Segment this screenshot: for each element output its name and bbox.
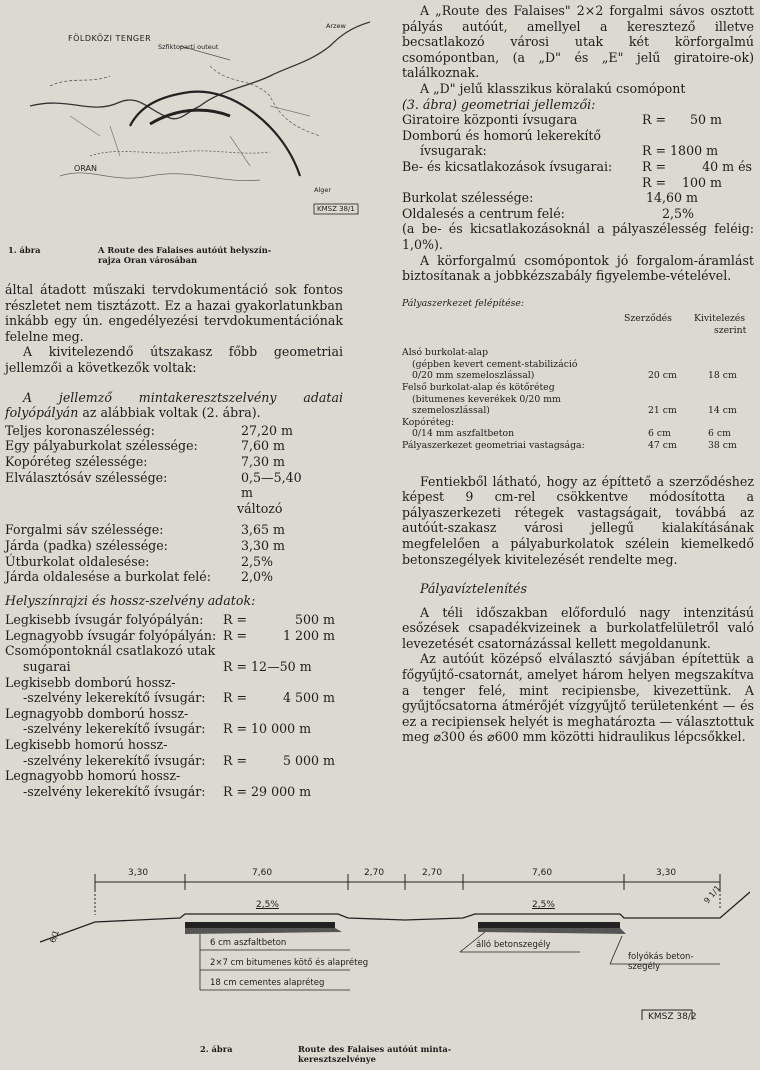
- geo-label: -szelvény lekerekítő ívsugár:: [23, 752, 206, 768]
- right-para2b: (3. ábra) geometriai jellemzői:: [402, 96, 596, 112]
- right-para5: Fentiekből látható, hogy az építtető a szerződéshez képest 9 cm-rel csökkentve módosította a pályaszerkezeti rétegek vastagságait, továbbá az autóút-szakasz városi jellegű kialakításának megfelelően a pályaburkolatok szélein kiemelkedő betonszegélyek kivitelezését rendelte meg.: [402, 473, 754, 567]
- right-para3: (a be- és kicsatlakozásoknál a pályaszélesség feléig: 1,0%).: [402, 221, 754, 252]
- geo-row: [5, 690, 335, 706]
- geo-r: R =: [223, 690, 248, 706]
- layer-2: 2×7 cm bitumenes kötő és alapréteg: [210, 958, 369, 968]
- table-row: [402, 382, 754, 394]
- right-para1: A „Route des Falaises" 2×2 forgalmi sávos osztott pályás autóút, amellyel a keresztező illetve becsatlakozó városi utak két körforgalmú csomópontban, (a „D" és „E" jelű giratoire-ok) találkoznak.: [402, 3, 754, 81]
- spec-row: [5, 470, 305, 501]
- spec-row: [5, 538, 305, 554]
- row-contract: 21 cm: [648, 405, 677, 417]
- dim-5: 7,60: [532, 868, 553, 878]
- geo-r: R = 12—50 m: [223, 659, 312, 675]
- geo-label: Legnagyobb ívsugár folyópályán:: [5, 627, 217, 643]
- spec-label: Járda (padka) szélessége:: [5, 537, 168, 553]
- geom-row: [402, 143, 722, 159]
- geo-value-group: [223, 690, 335, 706]
- side-slope-right: 9 1/1: [702, 883, 723, 906]
- right-column: [402, 3, 754, 745]
- geo-value-group: [223, 612, 335, 628]
- dim-2: 7,60: [252, 868, 273, 878]
- geo-r: R =: [223, 627, 248, 643]
- geom-row: [402, 206, 722, 222]
- geo-label: Legkisebb ívsugár folyópályán:: [5, 612, 204, 628]
- geom-r: R =: [642, 158, 667, 174]
- layer-3: 18 cm cementes alapréteg: [210, 978, 325, 988]
- geom-r: R =: [642, 112, 667, 128]
- left-section2: Helyszínrajzi és hossz-szelvény adatok:: [5, 592, 256, 608]
- figure2-caption: Route des Falaises autóút minta-keresztszelvénye: [298, 1044, 452, 1064]
- spec-label: Járda oldalesése a burkolat felé:: [5, 569, 212, 585]
- geom-row: [402, 190, 722, 206]
- map-label-sea: FÖLDKÖZI TENGER: [68, 34, 152, 43]
- side-slope-left: 6/1: [48, 928, 61, 945]
- cross-section-drawing: [20, 860, 750, 1020]
- table-row: [402, 359, 754, 371]
- figure1-caption: A Route des Falaises autóút helyszín-rajza Oran városában: [98, 245, 272, 265]
- right-para2a: A „D" jelű klasszikus köralakú csomópont: [420, 80, 686, 96]
- row-contract: 20 cm: [648, 370, 677, 382]
- geo-r: R = 29 000 m: [223, 783, 312, 799]
- table-header: [402, 313, 754, 339]
- spec-variable: változó: [237, 500, 283, 516]
- geo-row: Legnagyobb homorú hossz-: [5, 768, 181, 784]
- spec-label: Teljes koronaszélesség:: [5, 422, 155, 438]
- geom-value: 14,60 m: [646, 190, 698, 206]
- geom-row: [402, 112, 722, 128]
- right-para6: A téli időszakban előforduló nagy intenzitású esőzések csapadékvizeinek a burkolatfelületről való levezetését csatornázással kellett megoldanunk.: [402, 604, 754, 651]
- geo-value: 500 m: [295, 612, 335, 628]
- map-code: KMSZ 38/1: [317, 205, 355, 213]
- row-contract: 47 cm: [648, 439, 677, 451]
- roundabout-geometry: [402, 112, 752, 221]
- row-label: (gépben kevert cement-stabilizáció: [412, 358, 578, 370]
- figure1-number: 1. ábra: [8, 245, 41, 255]
- geom-value-group: [642, 159, 752, 175]
- geom-value-group: [642, 175, 722, 191]
- spec-row: [5, 569, 305, 585]
- map-label-road: Szfiktoparti outeut: [158, 43, 219, 51]
- spec-label: Egy pályaburkolat szélessége:: [5, 438, 198, 454]
- section1-italic: A jellemző mintakeresztszelvény adatai folyópályán: [5, 389, 343, 421]
- geo-row: [5, 784, 335, 800]
- geom-label: Be- és kicsatlakozások ívsugarai:: [402, 158, 613, 174]
- table-row: [402, 347, 754, 359]
- label-standing-curb: álló betonszegély: [476, 940, 551, 950]
- location-map: [30, 6, 370, 218]
- geo-row: Legnagyobb domború hossz-: [5, 705, 189, 721]
- table-row: [402, 405, 754, 417]
- spec-row: [5, 423, 305, 439]
- dim-3: 2,70: [364, 868, 385, 878]
- row-execution: 18 cm: [708, 370, 737, 382]
- geo-value-group: [223, 753, 335, 769]
- spec-row: [5, 454, 305, 470]
- geom-row: [402, 158, 752, 175]
- spec-label: Forgalmi sáv szélessége:: [5, 522, 164, 538]
- spec-value: 3,65 m: [241, 522, 285, 538]
- geom-value: 40 m és: [702, 158, 752, 174]
- spec-label: Útburkolat oldalesése:: [5, 553, 150, 569]
- left-section1: [5, 390, 343, 421]
- row-label: Kopóréteg:: [402, 416, 455, 428]
- left-column: [5, 282, 343, 799]
- layer-1: 6 cm aszfaltbeton: [210, 938, 287, 948]
- map-label-arzew: Arzew: [326, 22, 346, 30]
- geo-list: [5, 612, 335, 799]
- geom-row: [402, 175, 722, 191]
- geom-label: ívsugarak:: [420, 143, 487, 159]
- spec-value: 3,30 m: [241, 537, 285, 553]
- geo-row: [5, 659, 335, 675]
- spec-value: 0,5—5,40 m: [241, 469, 302, 501]
- row-label: 0/20 mm szemeloszlással): [412, 370, 535, 382]
- right-section3: Pályavíztelenítés: [420, 581, 527, 597]
- row-execution: 6 cm: [708, 428, 731, 440]
- col-contract: Szerződés: [624, 313, 672, 325]
- geo-value: 5 000 m: [283, 752, 335, 768]
- spec-row: [5, 522, 305, 538]
- geo-label: sugarai: [23, 659, 71, 675]
- geom-row: Domború és homorú lekerekítő: [402, 127, 602, 143]
- col-execution: Kivitelezés: [694, 313, 746, 325]
- table-row: [402, 440, 754, 452]
- table-rows: [402, 347, 754, 451]
- geo-label: -szelvény lekerekítő ívsugár:: [23, 690, 206, 706]
- spec-value: 2,0%: [241, 569, 273, 585]
- geom-label: Oldalesés a centrum felé:: [402, 205, 565, 221]
- geom-label: Burkolat szélessége:: [402, 190, 534, 206]
- table-row: [402, 417, 754, 429]
- row-label: 0/14 mm aszfaltbeton: [412, 428, 515, 440]
- geom-value: 50 m: [690, 112, 722, 128]
- geom-value-group: [642, 112, 722, 128]
- spec-label: Kopóréteg szélessége:: [5, 453, 148, 469]
- cross-section: [20, 860, 750, 1020]
- spec-label: Elválasztósáv szélessége:: [5, 469, 168, 485]
- right-para7: Az autóút középső elválasztó sávjában építettük a főgyűjtő-csatornát, amelyet három helyen megszakítva a tenger felé, mint recipiensbe, kivezettünk. A gyűjtőcsatorna átmérőjét vízgyűjtő területenként — és ez a recipiensek helyét is meghatározta — választottuk meg ⌀300 és ⌀600 mm közötti hidraulikus lépcsőkkel.: [402, 651, 754, 745]
- col-execution-2: szerint: [714, 325, 747, 337]
- table-row: [402, 428, 754, 440]
- row-contract: 6 cm: [648, 428, 671, 440]
- geo-row: Legkisebb homorú hossz-: [5, 737, 168, 753]
- geo-row: Csomópontoknál csatlakozó utak: [5, 643, 216, 659]
- spec-row: [5, 438, 305, 454]
- slope-right: 2,5%: [532, 900, 555, 910]
- geo-r: R = 10 000 m: [223, 721, 312, 737]
- table-row: [402, 394, 754, 406]
- row-label: (bitumenes keverékek 0/20 mm: [412, 393, 561, 405]
- row-label: szemeloszlással): [412, 405, 490, 417]
- label-gutter-curb: folyókás beton-szegély: [628, 952, 694, 972]
- section1-rest: az alábbiak voltak (2. ábra).: [82, 405, 261, 421]
- geo-row: [5, 753, 335, 769]
- spec-value: 7,30 m: [241, 453, 285, 469]
- pavement-table: [402, 298, 754, 452]
- row-label: Alsó burkolat-alap: [402, 347, 489, 359]
- geom-value: 100 m: [682, 174, 722, 190]
- geo-row: Legkisebb domború hossz-: [5, 674, 176, 690]
- map-label-alger: Alger: [314, 186, 332, 194]
- dim-6: 3,30: [656, 868, 677, 878]
- geo-row: [5, 612, 335, 628]
- figure2-number: 2. ábra: [200, 1044, 233, 1054]
- map-label-oran: ORAN: [74, 164, 97, 173]
- geo-value-group: [223, 628, 335, 644]
- table-row: [402, 370, 754, 382]
- spec-row: [5, 554, 305, 570]
- geo-r: R =: [223, 752, 248, 768]
- spec-value: 27,20 m: [241, 422, 293, 438]
- left-para2: A kivitelezendő útszakasz főbb geometriai jellemzői a következők voltak:: [5, 344, 343, 375]
- geo-label: -szelvény lekerekítő ívsugár:: [23, 783, 206, 799]
- spec-value: 7,60 m: [241, 438, 285, 454]
- geo-r: R =: [223, 612, 248, 628]
- specs-list: [5, 423, 305, 585]
- spec-value: 2,5%: [241, 553, 273, 569]
- geo-row: [5, 628, 335, 644]
- right-para4: A körforgalmú csomópontok jó forgalom-áramlást biztosítanak a jobbkézszabály figyelembe-vételével.: [402, 252, 754, 284]
- dim-4: 2,70: [422, 868, 443, 878]
- geo-label: -szelvény lekerekítő ívsugár:: [23, 721, 206, 737]
- geo-row: [5, 721, 335, 737]
- section-code: KMSZ 38/2: [648, 1012, 697, 1022]
- geom-value: 2,5%: [662, 205, 694, 221]
- geom-label: Giratoire központi ívsugara: [402, 112, 578, 128]
- geom-r: R =: [642, 174, 667, 190]
- geom-r: R = 1800 m: [642, 143, 719, 159]
- left-intro: által átadott műszaki tervdokumentáció sok fontos részletet nem tisztázott. Ez a hazai gyakorlatunkban inkább egy ún. engedélyezési tervdokumentációnak felelne meg.: [5, 282, 343, 344]
- row-label: Felső burkolat-alap és kötőréteg: [402, 381, 555, 393]
- row-execution: 14 cm: [708, 405, 737, 417]
- geo-value: 4 500 m: [283, 690, 335, 706]
- dim-1: 3,30: [128, 868, 149, 878]
- row-execution: 38 cm: [708, 439, 737, 451]
- geo-value: 1 200 m: [283, 627, 335, 643]
- table-title: Pályaszerkezet felépítése:: [402, 297, 524, 309]
- slope-left: 2,5%: [256, 900, 279, 910]
- row-label: Pályaszerkezet geometriai vastagsága:: [402, 439, 585, 451]
